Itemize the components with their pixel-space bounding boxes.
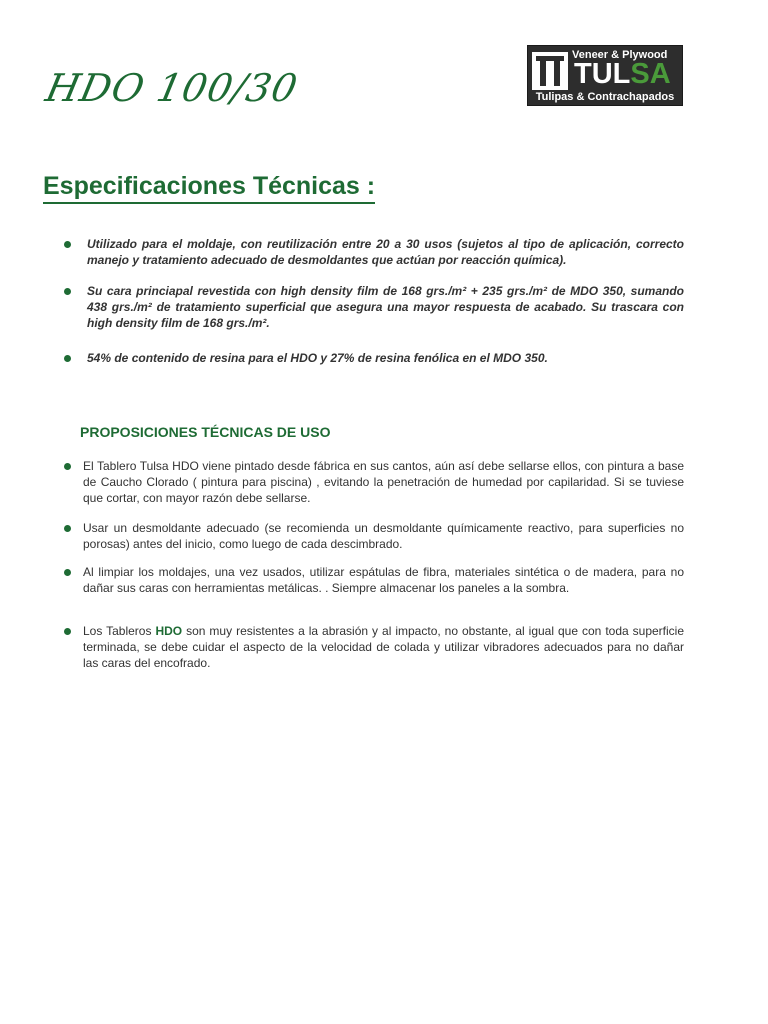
bullet-icon	[64, 355, 71, 362]
logo-brand-part1: TUL	[574, 58, 631, 90]
spec-item-text: Utilizado para el moldaje, con reutilización entre 20 a 30 usos (sujetos al tipo de aplicación, correcto manejo y tratamiento adecuado de desmoldantes que actúan por reacción química).	[87, 237, 684, 267]
tulsa-logo-mark-icon	[532, 52, 568, 90]
bullet-icon	[64, 569, 71, 576]
bullet-icon	[64, 628, 71, 635]
bullet-icon	[64, 241, 71, 248]
bullet-icon	[64, 288, 71, 295]
hdo-highlight: HDO	[155, 624, 183, 638]
document-title: HDO 100/30	[42, 66, 302, 110]
bullet-icon	[64, 463, 71, 470]
prop-last-before: Los Tableros	[83, 624, 156, 638]
bullet-icon	[64, 525, 71, 532]
spec-item-text: 54% de contenido de resina para el HDO y 27% de resina fenólica en el MDO 350.	[87, 351, 548, 365]
specifications-heading: Especificaciones Técnicas :	[43, 172, 375, 204]
prop-item-text: Usar un desmoldante adecuado (se recomienda un desmoldante químicamente reactivo, para superficies no porosas) antes del inicio, como luego de cada descimbrado.	[83, 521, 684, 551]
logo-brand-name	[574, 58, 671, 90]
logo-tagline-top: Veneer & Plywood	[572, 49, 668, 61]
spec-item-text: Su cara princiapal revestida con high density film de 168 grs./m² + 235 grs./m² de MDO 350, sumando 438 grs./m² de tratamiento superficial que asegura una mayor respuesta de acabado. Su trascara con high density film de 168 grs./m².	[87, 284, 684, 330]
prop-item-text: El Tablero Tulsa HDO viene pintado desde fábrica en sus cantos, aún así debe sellarse ellos, con pintura a base de Caucho Clorado ( pintura para piscina) , evitando la penetración de humedad por capilaridad. Si se tuviese que cortar, con mayor razón debe sellarse.	[83, 459, 684, 505]
tulsa-logo	[527, 45, 683, 106]
prop-last-after: son muy resistentes a la abrasión y al impacto, no obstante, al igual que con toda superficie terminada, se debe cuidar el aspecto de la velocidad de colada y utilizar vibradores adecuados para no dañar las caras del encofrado.	[83, 624, 685, 670]
prop-item-text: Al limpiar los moldajes, una vez usados, utilizar espátulas de fibra, materiales sintética o de madera, para no dañar sus caras con herramientas metálicas. . Siempre almacenar los paneles a la sombra.	[83, 565, 684, 595]
logo-tagline-bottom: Tulipas & Contrachapados	[535, 91, 675, 103]
prop-item-text	[83, 623, 684, 671]
logo-brand-part2: SA	[630, 58, 671, 90]
propositions-heading: PROPOSICIONES TÉCNICAS DE USO	[80, 424, 331, 440]
